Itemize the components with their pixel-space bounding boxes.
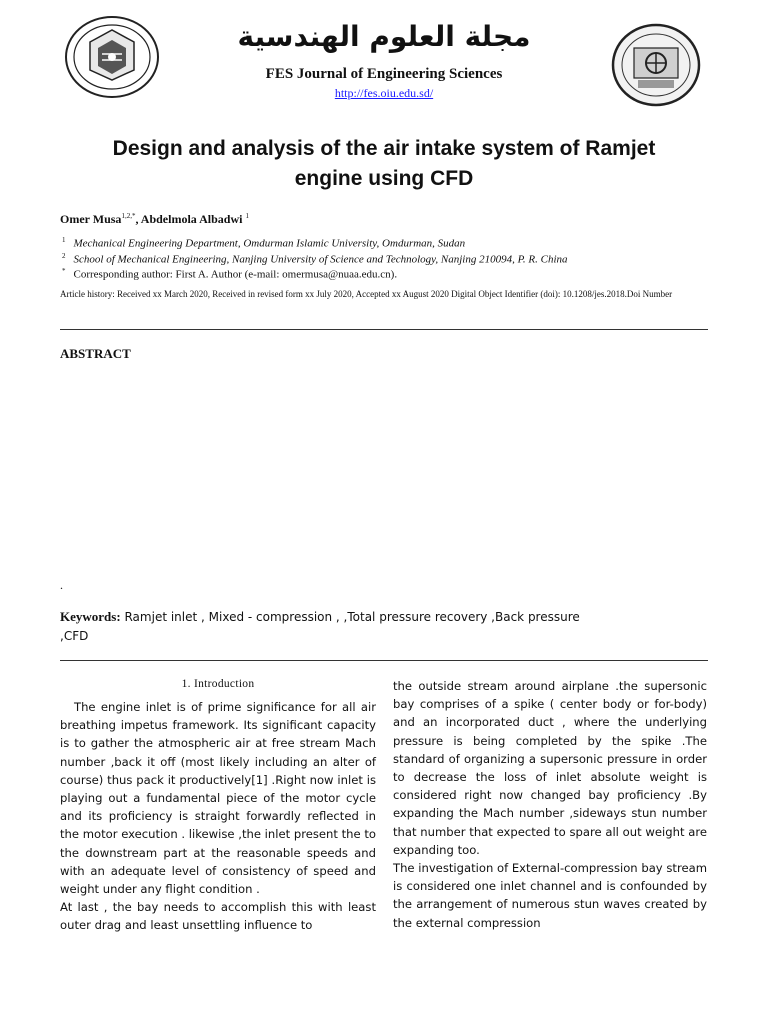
journal-url-link[interactable]: http://fes.oiu.edu.sd/ <box>334 86 434 100</box>
paper-title-line-2: engine using CFD <box>294 167 474 190</box>
paragraph: The engine inlet is of prime significance for all air breathing impetus framework. Its significant capacity is to gather the atmospheric air at free stream Mach number ,back it off (most likely including an alter of course) thus pack it productively[1] .Right now inlet is playing out a fundamental piece of the motor cycle and its proficiency is straight forwardly reflected in the motor execution . likewise ,the inlet present the to the downstream part at the reasonable speeds and with an adequate level of consistency of speed and weight under any flight condition . <box>60 700 376 897</box>
paper-title <box>60 134 708 194</box>
author-name: Omer Musa <box>60 212 122 226</box>
divider <box>60 660 708 661</box>
affiliation-2 <box>62 252 568 266</box>
keywords-text: Ramjet inlet , Mixed - compression , ,Total pressure recovery ,Back pressure ,CFD <box>60 610 580 643</box>
paper-title-line-1: Design and analysis of the air intake system of Ramjet <box>112 137 656 160</box>
paragraph: the outside stream around airplane .the supersonic bay comprises of a spike ( center body or for-body) and an incorporated duct , where the underlying pressure is being completed by the spike .The standard of organizing a supersonic pressure in order to decrease the loss of inlet absolute weight is considered right now changed bay proficiency .By expanding the Mach number ,sideways stun number that number that expected to spare all out weight are expanding too. <box>393 679 707 857</box>
corresponding-author <box>62 267 397 281</box>
abstract-heading: ABSTRACT <box>60 346 131 361</box>
affiliation-1 <box>62 236 465 250</box>
abstract-body: . <box>60 578 63 592</box>
divider <box>60 329 708 330</box>
journal-arabic-title: مجلة العلوم الهندسية <box>237 20 531 53</box>
paragraph: At last , the bay needs to accomplish this with least outer drag and least unsettling influence to <box>60 900 376 933</box>
journal-name: FES Journal of Engineering Sciences <box>265 66 503 82</box>
author-name: Abdelmola Albadwi <box>140 212 243 226</box>
author-separator: , <box>135 212 141 226</box>
author-list <box>60 212 249 227</box>
paragraph: The investigation of External-compression bay stream is considered one inlet channel and is confounded by the arrangement of numerous stun waves created by the external compression <box>393 861 707 930</box>
affiliation-mark: 2 <box>62 252 66 260</box>
author-affiliation-mark: 1,2,* <box>121 212 136 220</box>
keywords <box>60 607 580 646</box>
university-seal-logo <box>62 14 162 100</box>
article-history: Article history: Received xx March 2020, Received in revised form xx July 2020, Accepted xx August 2020 Digital Object Identifier (doi): 10.1208/jes.2018.Doi Number <box>60 289 673 299</box>
faculty-seal-logo <box>610 22 702 108</box>
body-column-right <box>393 677 707 932</box>
affiliation-text: Mechanical Engineering Department, Omdurman Islamic University, Omdurman, Sudan <box>73 237 466 250</box>
body-column-left <box>60 698 376 935</box>
author-affiliation-mark: 1 <box>245 212 249 220</box>
section-heading-introduction: 1. Introduction <box>181 678 255 690</box>
corresponding-author-text: Corresponding author: First A. Author (e-mail: omermusa@nuaa.edu.cn). <box>73 268 398 281</box>
affiliation-mark: * <box>62 267 66 275</box>
affiliation-text: School of Mechanical Engineering, Nanjing University of Science and Technology, Nanjing 210094, P. R. China <box>73 253 568 266</box>
keywords-label: Keywords: <box>60 609 121 624</box>
affiliation-mark: 1 <box>62 236 66 244</box>
